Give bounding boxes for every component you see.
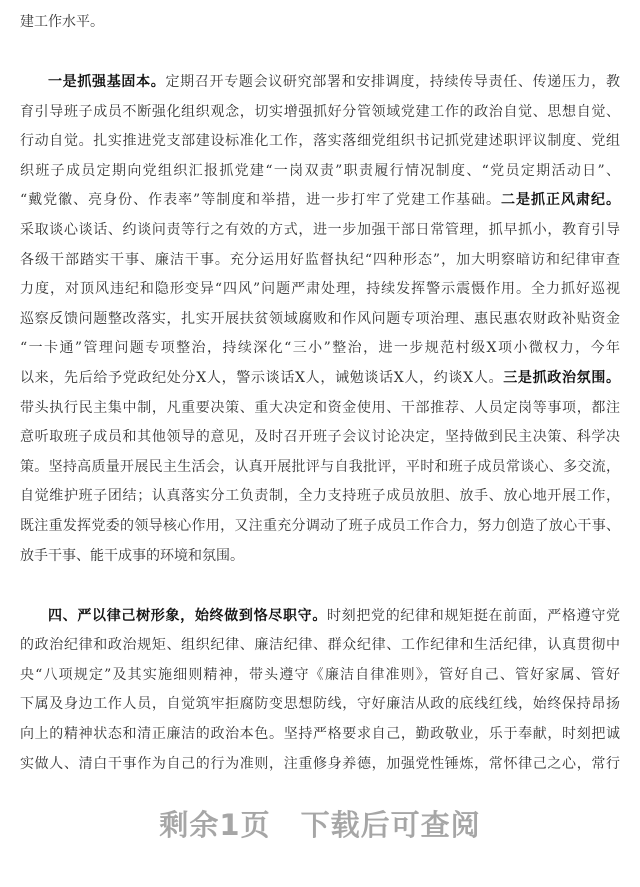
text-line — [20, 160, 620, 182]
text-line — [20, 753, 620, 775]
text-line — [20, 723, 620, 745]
body-text: 实做人、清白干事作为自己的行为准则，注重修身养德，加强党性锤炼，常怀律己之心，常行 — [20, 756, 620, 772]
body-text: 下属及身边工作人员，自觉筑牢拒腐防变思想防线，守好廉洁从政的底线红线，始终保持昂扬 — [20, 696, 620, 712]
body-text: 力度，对顶风违纪和隐形变异“四风”问题严肃处理，持续发挥警示震慑作用。全力抓好巡视 — [20, 281, 620, 297]
text-line — [20, 278, 620, 300]
text-line — [20, 130, 620, 152]
text-line — [20, 456, 620, 478]
body-text: 的政治纪律和政治规矩、组织纪律、廉洁纪律、群众纪律、工作纪律和生活纪律，认真贯彻中 — [20, 637, 620, 653]
body-text: 意听取班子成员和其他领导的意见，及时召开班子会议讨论决定，坚持做到民主决策、科学决 — [20, 429, 620, 445]
text-line — [20, 101, 620, 123]
body-text: 带头执行民主集中制，凡重要决策、重大决定和资金使用、干部推荐、人员定岗等事项，都注 — [20, 400, 620, 416]
text-line — [20, 249, 620, 271]
body-text: 以来，先后给予党政纪处分X人，警示谈话X人，诫勉谈话X人，约谈X人。 — [20, 370, 504, 386]
text-line — [20, 426, 620, 448]
text-line — [20, 219, 620, 241]
body-text: 建工作水平。 — [20, 14, 104, 30]
remaining-pages-label: 剩余1页 — [159, 808, 271, 842]
body-text: 育引导班子成员不断强化组织观念，切实增强抓好分管领域党建工作的政治自觉、思想自觉、 — [20, 104, 620, 120]
text-line — [20, 545, 620, 567]
text-line — [20, 485, 620, 507]
text-line — [20, 693, 620, 715]
download-to-view-label: 下载后可查阅 — [300, 808, 481, 842]
text-line — [20, 11, 620, 33]
body-text: 织班子成员定期向党组织汇报抓党建“一岗双责”职责履行情况制度、“党员定期活动日”、 — [20, 163, 620, 179]
body-text: “戴党徽、亮身份、作表率”等制度和举措，进一步打牢了党建工作基础。 — [20, 192, 502, 208]
bold-heading-text: 三是抓政治氛围。 — [503, 370, 621, 386]
text-line — [20, 189, 620, 211]
bold-heading-text: 四、严以律己树形象，始终做到恪尽职守。 — [48, 608, 327, 624]
bold-heading-text: 二是抓正风肃纪。 — [501, 192, 620, 208]
body-text: 既注重发挥党委的领导核心作用，又注重充分调动了班子成员工作合力，努力创造了放心干事、 — [20, 518, 620, 534]
text-line — [20, 367, 620, 389]
body-text: 定期召开专题会议研究部署和安排调度，持续传导责任、传递压力，教 — [165, 74, 621, 90]
body-text: 自觉维护班子团结；认真落实分工负责制，全力支持班子成员放胆、放手、放心地开展工作， — [20, 488, 620, 504]
text-line — [20, 634, 620, 656]
body-text: 央“八项规定”及其实施细则精神，带头遵守《廉洁自律准则》，管好自己、管好家属、管好 — [20, 667, 620, 683]
bold-heading-text: 一是抓强基固本。 — [48, 74, 166, 90]
text-line — [20, 664, 620, 686]
body-text: 时刻把党的纪律和规矩挺在前面，严格遵守党 — [327, 608, 620, 624]
text-line — [48, 605, 620, 627]
body-text: “一卡通”管理问题专项整治，持续深化“三小”整治，进一步规范村级X项小微权力，今年 — [20, 340, 620, 356]
body-text: 巡察反馈问题整改落实，扎实开展扶贫领域腐败和作风问题专项治理、惠民惠农财政补贴资金 — [20, 311, 620, 327]
download-prompt[interactable] — [0, 803, 640, 844]
text-line — [20, 515, 620, 537]
text-line — [48, 71, 620, 93]
body-text: 策。坚持高质量开展民主生活会，认真开展批评与自我批评，平时和班子成员常谈心、多交流， — [20, 459, 620, 475]
body-text: 放手干事、能干成事的环境和氛围。 — [20, 548, 244, 564]
body-text: 采取谈心谈话、约谈问责等行之有效的方式，进一步加强干部日常管理，抓早抓小，教育引导 — [20, 222, 620, 238]
text-line — [20, 397, 620, 419]
body-text: 向上的精神状态和清正廉洁的政治本色。坚持严格要求自己，勤政敬业，乐于奉献，时刻把诚 — [20, 726, 620, 742]
body-text: 各级干部踏实干事、廉洁干事。充分运用好监督执纪“四种形态”，加大明察暗访和纪律审查 — [20, 252, 620, 268]
body-text: 行动自觉。扎实推进党支部建设标准化工作，落实落细党组织书记抓党建述职评议制度、党组 — [20, 133, 620, 149]
text-line — [20, 308, 620, 330]
text-line — [20, 337, 620, 359]
